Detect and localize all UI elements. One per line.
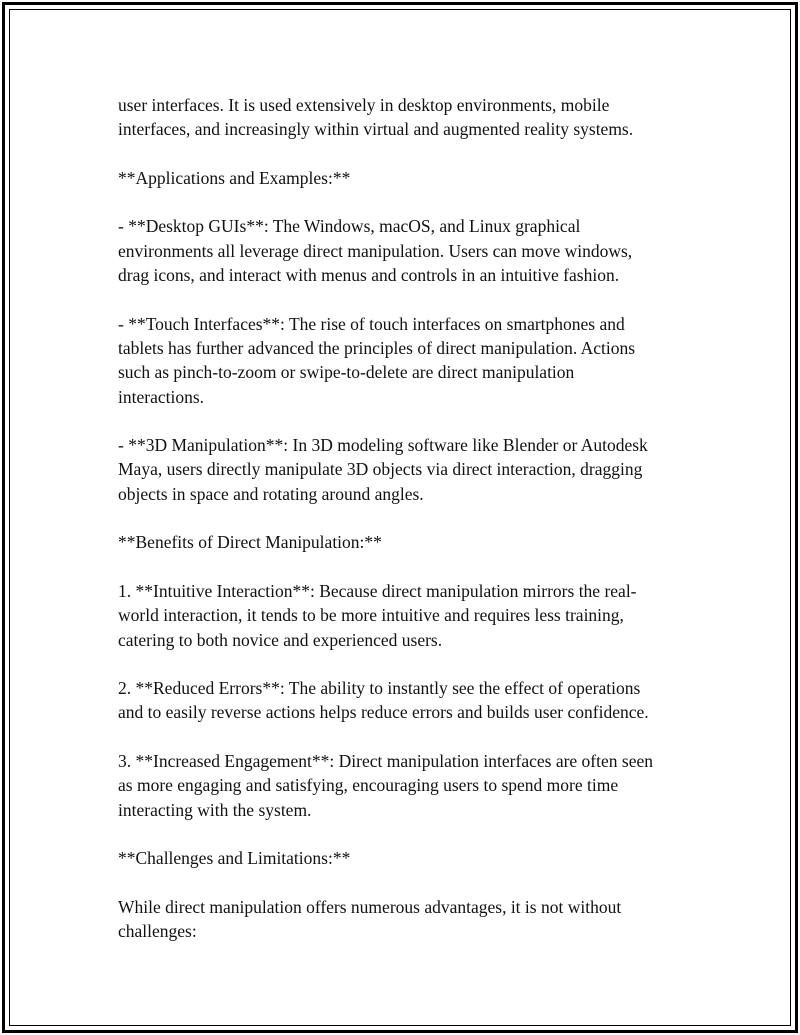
applications-heading: **Applications and Examples:** — [118, 167, 351, 188]
increased-engagement-item: 3. **Increased Engagement**: Direct manipulation interfaces are often seen as more engaging and satisfying, encouraging users to spend more time interacting with the system. — [118, 751, 653, 820]
challenges-paragraph: While direct manipulation offers numerous advantages, it is not without challenges: — [118, 896, 622, 942]
touch-interfaces-item: - **Touch Interfaces**: The rise of touch interfaces on smartphones and tablets has further advanced the principles of direct manipulation. Actions such as pinch-to-zoom or swipe-to-delete are direct manipulation interactions. — [118, 313, 636, 407]
challenges-heading: **Challenges and Limitations:** — [118, 848, 351, 869]
reduced-errors-item: 2. **Reduced Errors**: The ability to instantly see the effect of operations and to easily reverse actions helps reduce errors and builds user confidence. — [118, 678, 649, 723]
intro-paragraph: user interfaces. It is used extensively in desktop environments, mobile interfaces, and increasingly within virtual and augmented reality systems. — [118, 95, 634, 140]
benefits-heading: **Benefits of Direct Manipulation:** — [118, 532, 382, 553]
desktop-guis-item: - **Desktop GUIs**: The Windows, macOS, and Linux graphical environments all leverage direct manipulation. Users can move windows, drag icons, and interact with menus and controls in an intuitive fashion. — [118, 216, 633, 286]
intuitive-interaction-item: 1. **Intuitive Interaction**: Because direct manipulation mirrors the real- world interaction, it tends to be more intuitive and requires less training, catering to both novice and experienced users. — [118, 580, 637, 650]
document-body — [118, 93, 693, 968]
3d-manipulation-item: - **3D Manipulation**: In 3D modeling software like Blender or Autodesk Maya, users directly manipulate 3D objects via direct interaction, dragging objects in space and rotating around angles. — [118, 435, 648, 504]
